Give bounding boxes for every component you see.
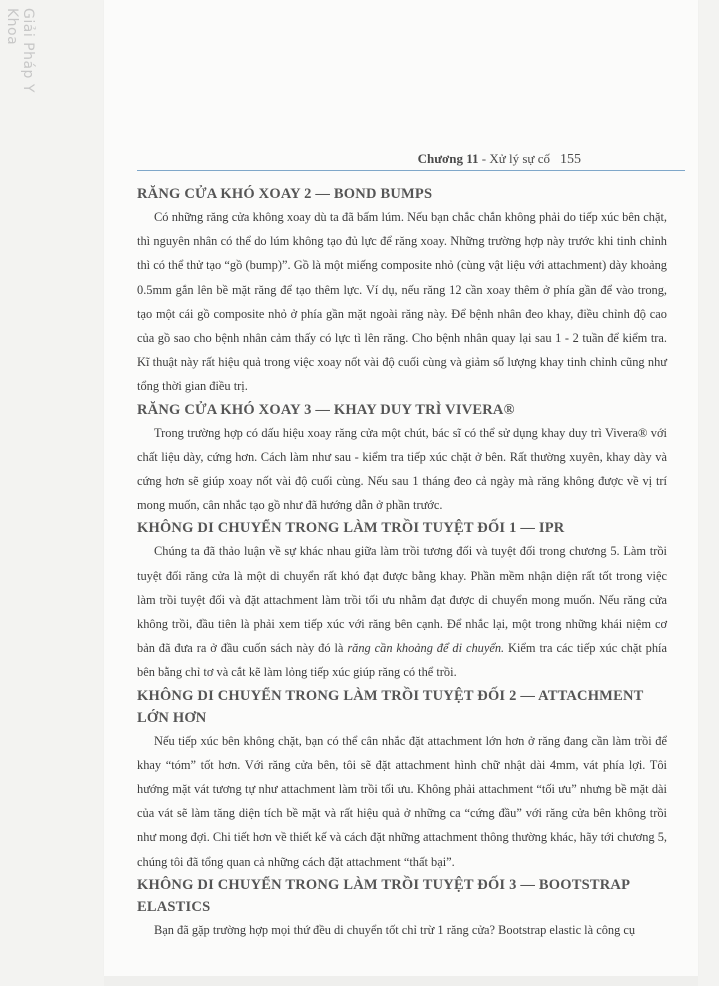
section-heading-bond-bumps: RĂNG CỬA KHÓ XOAY 2 — BOND BUMPS	[137, 186, 433, 202]
page-number: 155	[560, 152, 581, 167]
section-body-bootstrap-elastics: Bạn đã gặp trường hợp mọi thứ đều di chuyển tốt chỉ trừ 1 răng cửa? Bootstrap elastic là công cụ	[154, 922, 636, 937]
ipr-text-italic: răng cần khoảng để di chuyển.	[347, 641, 505, 656]
chapter-label: Chương 11	[417, 151, 479, 166]
section-body-bond-bumps: Có những răng cửa không xoay dù ta đã bấm lúm. Nếu bạn chắc chắn không phải do tiếp xúc bên chặt, thì nguyên nhân có thể do lúm không tạo đủ lực để răng xoay. Những trường hợp này trước khi tinh chỉnh thì có thể thử tạo “gồ (bump)”. Gồ là một miếng composite nhỏ (cùng vật liệu với attachment) dày khoảng 0.5mm gắn lên bề mặt răng để tạo thêm lực. Ví dụ, nếu răng 12 cần xoay thêm ở phía gần để vào trong, tạo một cái gồ composite nhỏ ở phía gần mặt ngoài răng này. Để bệnh nhân đeo khay, điều chỉnh độ cao của gồ sao cho bệnh nhân cảm thấy có lực tì lên răng. Cho bệnh nhân quay lại sau 1 - 2 tuần để kiểm tra. Kĩ thuật này rất hiệu quả trong việc xoay nốt vài độ cuối cùng và giảm số lượng khay tinh chỉnh cũng như tổng thời gian điều trị.	[137, 210, 667, 394]
section-body-larger-attachment: Nếu tiếp xúc bên không chặt, bạn có thể cân nhắc đặt attachment lớn hơn ở răng đang cần làm trồi để khay “tóm” tốt hơn. Với răng cửa bên, tôi sẽ đặt attachment hình chữ nhật dài 4mm, vát phía lợi. Tôi hướng mặt vát tương tự như attachment làm trồi tối ưu. Không phải attachment “tối ưu” nhưng bề mặt dài của vát sẽ làm tăng diện tích bề mặt và rất hiệu quả ở những ca “cứng đầu” với răng cửa bên không trồi như mong đợi. Chi tiết hơn về thiết kế và cách đặt những attachment thông thường khác, hãy tới chương 5, chúng tôi đã tổng quan cả những cách đặt attachment “thất bại”.	[137, 733, 668, 869]
section-heading-larger-attachment: KHÔNG DI CHUYỂN TRONG LÀM TRỒI TUYỆT ĐỐI 2 — ATTACHMENT LỚN HƠN	[137, 687, 644, 726]
page-bottom-edge	[104, 976, 698, 986]
section-heading-vivera: RĂNG CỬA KHÓ XOAY 3 — KHAY DUY TRÌ VIVERA®	[137, 401, 515, 418]
watermark-text: Giải Pháp Y Khoa	[4, 8, 36, 93]
section-heading-ipr: KHÔNG DI CHUYỂN TRONG LÀM TRỒI TUYỆT ĐỐI 1 — IPR	[137, 520, 565, 537]
section-body-vivera: Trong trường hợp có dấu hiệu xoay răng cửa một chút, bác sĩ có thể sử dụng khay duy trì Vivera® với chất liệu dày, cứng hơn. Cách làm như sau - kiểm tra tiếp xúc chặt ở bên. Rất thường xuyên, khay dày và cứng hơn sẽ giúp xoay nốt vài độ cuối cùng. Nếu sau 1 tháng đeo cả ngày mà răng không được về vị trí mong muốn, cân nhắc tạo gồ như đã hướng dẫn ở phần trước.	[137, 425, 667, 513]
section-body-ipr	[137, 539, 667, 684]
header-rule	[137, 170, 685, 171]
ipr-text-before: Chúng ta đã thảo luận về sự khác nhau giữa làm trồi tương đối và tuyệt đối trong chương 5. Làm trồi tuyệt đối răng cửa là một di chuyển rất khó đạt được bằng khay. Phần mềm nhận diện rất tốt trong việc làm trồi tuyệt đối và đặt attachment làm trồi tối ưu nhằm đạt được di chuyển mong muốn. Nếu răng cửa không trồi, đầu tiên là phải xem tiếp xúc với răng bên cạnh. Để nhắc lại, một trong những khái niệm cơ bản đã đưa ra ở đầu cuốn sách này đó là	[137, 544, 667, 656]
ipr-text-after: Kiểm tra các tiếp xúc chặt phía bên bằng chỉ tơ và cắt kẽ làm lỏng tiếp xúc giúp răng có thể trồi.	[137, 641, 667, 680]
section-heading-bootstrap-elastics: KHÔNG DI CHUYỂN TRONG LÀM TRỒI TUYỆT ĐỐI 3 — BOOTSTRAP ELASTICS	[137, 876, 630, 915]
header-separator: -	[478, 151, 490, 166]
chapter-title: Xử lý sự cố	[489, 151, 550, 166]
page-content	[137, 183, 667, 942]
running-header	[0, 151, 581, 171]
